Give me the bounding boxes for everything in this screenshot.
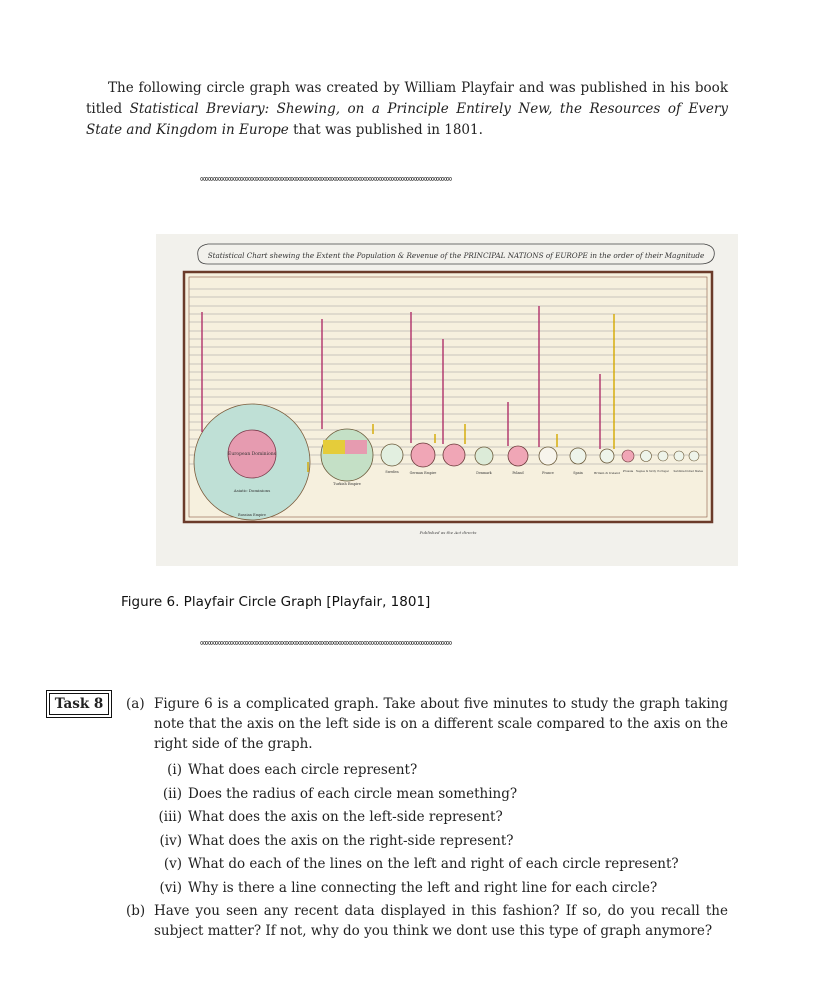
question-b-text: Have you seen any recent data displayed in this fashion? If so, do you recall the subject matter? If not, why do you think we dont use this type of graph anymore? (154, 903, 728, 939)
question-b (126, 901, 728, 941)
label-turkish-empire: Turkish Empire (333, 482, 361, 486)
sub-question-text: What does the axis on the left-side represent? (188, 809, 503, 825)
playfair-figure (156, 234, 738, 566)
question-b-label: (b) (126, 903, 146, 919)
task-label-box (46, 690, 112, 718)
label-britain: Britain & Ireland (593, 471, 621, 475)
sub-question-text: Why is there a line connecting the left and right line for each circle? (188, 879, 658, 896)
sub-question-number: (iii) (158, 809, 182, 825)
label-portugal: Portugal (657, 470, 669, 473)
sub-question (150, 759, 728, 783)
intro-after: that was published in 1801. (288, 122, 483, 138)
sub-question (150, 853, 728, 877)
sub-question-number: (i) (167, 762, 182, 778)
sub-question-text: What does each circle represent? (188, 762, 418, 778)
label-sardinia: Sardinia (673, 470, 685, 473)
label-european-dominions: European Dominions (228, 452, 276, 457)
question-a (126, 694, 728, 754)
sub-questions (150, 759, 728, 900)
question-a-text: Figure 6 is a complicated graph. Take about five minutes to study the graph taking note that the axis on the left side is on a different scale compared to the axis on the right side of the graph. (154, 696, 728, 752)
sub-question (150, 783, 728, 807)
sub-question (150, 830, 728, 854)
intro-paragraph (86, 78, 728, 141)
label-spain: Spain (573, 471, 583, 475)
intro-before: The following circle graph was created by William Playfair and was published in his book titled (86, 80, 728, 117)
sub-question-number: (v) (163, 856, 182, 872)
sub-question-number: (iv) (159, 832, 182, 849)
label-prussia: Prussia (622, 469, 634, 473)
task-label: Task 8 (49, 693, 109, 715)
chart-title: Statistical Chart shewing the Extent the Population & Revenue of the PRINCIPAL NATIONS of EUROPE in the order of their Magnitude (207, 251, 705, 260)
label-sweden: Sweden (385, 470, 399, 474)
published-note: Published as the Act directs (419, 530, 477, 535)
sub-question-text: Does the radius of each circle mean something? (188, 785, 518, 802)
sub-question-number: (ii) (162, 785, 182, 802)
label-asiatic-dominions: Asiatic Dominions (233, 488, 271, 493)
sub-question (150, 877, 728, 901)
label-russian-empire: Russian Empire (237, 513, 267, 517)
label-france: France (542, 471, 554, 475)
label-denmark: Denmark (476, 471, 492, 475)
figure-caption: Figure 6. Playfair Circle Graph [Playfair, 1801] (121, 594, 431, 610)
book-title: Statistical Breviary: Shewing, on a Principle Entirely New, the Resources of Every State and Kingdom in Europe (86, 101, 728, 138)
task-questions (126, 694, 728, 941)
label-poland: Poland (512, 471, 524, 475)
label-german-empire: German Empire (409, 471, 437, 475)
sub-question-text: What does the axis on the right-side represent? (188, 832, 514, 849)
sub-question-text: What do each of the lines on the left and right of each circle represent? (188, 856, 679, 872)
sub-question-number: (vi) (159, 879, 182, 896)
question-a-label: (a) (126, 696, 145, 712)
sub-question (150, 806, 728, 830)
ornament-divider-top: ∞∞∞∞∞∞∞∞∞∞∞∞∞∞∞∞∞∞∞∞∞∞∞∞∞∞∞∞∞∞∞∞∞∞∞∞∞∞∞∞∞∞∞∞∞∞∞∞∞∞ (200, 174, 452, 185)
label-united-states: United States (684, 470, 704, 473)
ornament-divider-bottom: ∞∞∞∞∞∞∞∞∞∞∞∞∞∞∞∞∞∞∞∞∞∞∞∞∞∞∞∞∞∞∞∞∞∞∞∞∞∞∞∞∞∞∞∞∞∞∞∞∞∞ (200, 638, 452, 649)
label-naples: Naples & Sicily (635, 470, 657, 473)
